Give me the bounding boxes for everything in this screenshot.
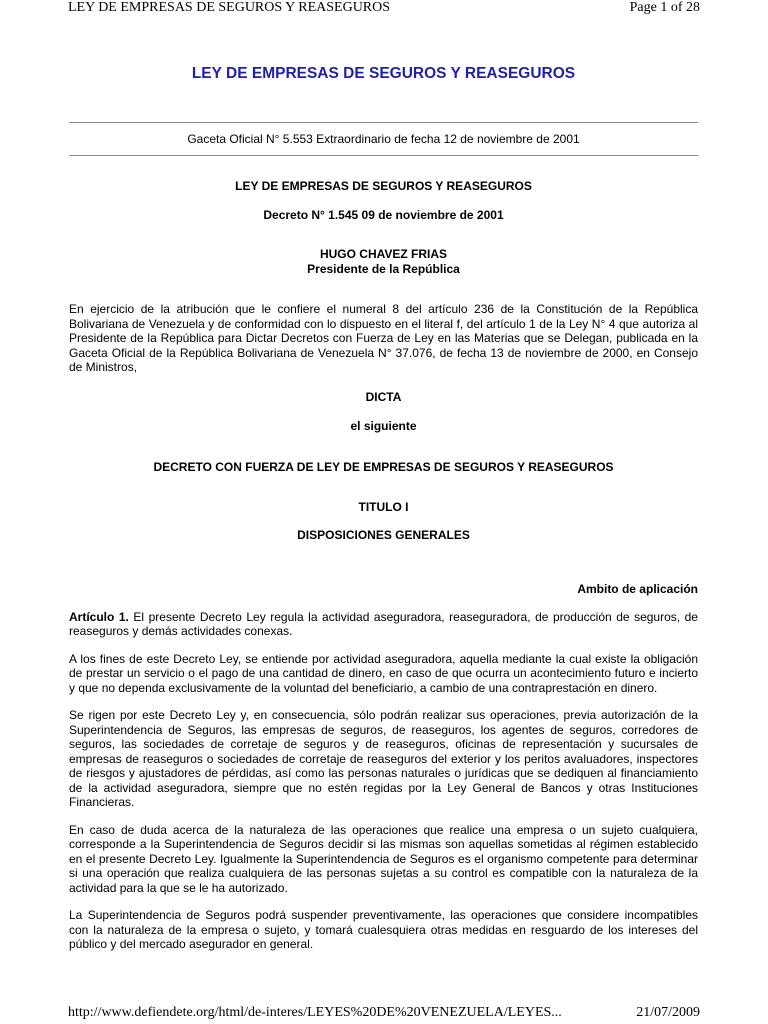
siguiente-text: el siguiente	[350, 419, 417, 433]
source-url: http://www.defiendete.org/html/de-interes/LEYES%20DE%20VENEZUELA/LEYES...	[68, 1005, 562, 1020]
paragraph-4: En caso de duda acerca de la naturaleza de las operaciones que realice una empresa o un sujeto cualquiera, corresponde a la Superintendencia de Seguros decidir si las mismas son aquellas sometidas al régimen establecido en el presente Decreto Ley. Igualmente la Superintendencia de Seguros es el organismo competente para determinar si una operación que realiza cualquiera de las personas sujetas a su control es compatible con la naturaleza de la actividad para la que se le ha autorizado.	[69, 822, 698, 895]
page-number: Page 1 of 28	[629, 0, 700, 15]
print-header	[68, 0, 700, 20]
president-title: Presidente de la República	[307, 261, 460, 276]
president-name: HUGO CHAVEZ FRIAS	[319, 247, 448, 261]
section-heading: Ambito de aplicación	[577, 582, 698, 596]
law-name: LEY DE EMPRESAS DE SEGUROS Y REASEGUROS	[235, 179, 532, 193]
gazette-reference: Gaceta Oficial N° 5.553 Extraordinario de fecha 12 de noviembre de 2001	[187, 131, 580, 146]
title-name: DISPOSICIONES GENERALES	[297, 527, 470, 542]
top-divider	[69, 122, 698, 123]
paragraph-2: A los fines de este Decreto Ley, se entiende por actividad aseguradora, aquella mediante la cual existe la obligación de prestar un servicio o el pago de una cantidad de dinero, en caso de que ocurra un acontecimiento futuro e incierto y que no dependa exclusivamente de la voluntad del beneficiario, a cambio de una contraprestación en dinero.	[69, 651, 698, 695]
article-1-text: El presente Decreto Ley regula la actividad aseguradora, reaseguradora, de producción de seguros, de reaseguros y demás actividades conexas.	[69, 609, 698, 638]
title-number: TITULO I	[358, 500, 409, 514]
decree-number: Decreto N° 1.545 09 de noviembre de 2001	[263, 207, 504, 222]
paragraph-3: Se rigen por este Decreto Ley y, en consecuencia, sólo podrán realizar sus operaciones, previa autorización de la Superintendencia de Seguros, las empresas de seguros, de reaseguros, los agentes de seguros, corredores de seguros, las sociedades de corretaje de seguros y de reaseguros, oficinas de representación y sucursales de empresas de reaseguros o sociedades de corretaje de reaseguros del exterior y los peritos avaluadores, inspectores de riesgos y ajustadores de pérdidas, así como las personas naturales o jurídicas que se dediquen al financiamiento de la actividad aseguradora, siempre que no estén regidas por la Ley General de Bancos y otras Instituciones Financieras.	[69, 708, 698, 809]
article-1-paragraph	[69, 610, 698, 639]
decree-title: DECRETO CON FUERZA DE LEY DE EMPRESAS DE SEGUROS Y REASEGUROS	[153, 459, 614, 474]
print-footer	[68, 1005, 700, 1021]
document-title: LEY DE EMPRESAS DE SEGUROS Y REASEGUROS	[191, 65, 576, 82]
bottom-divider	[69, 155, 698, 156]
print-date: 21/07/2009	[636, 1005, 700, 1020]
dicta-heading: DICTA	[365, 389, 402, 404]
document-page	[69, 58, 698, 952]
preamble-paragraph: En ejercicio de la atribución que le confiere el numeral 8 del artículo 236 de la Constitución de la República Bolivariana de Venezuela y de conformidad con lo dispuesto en el literal f, del artículo 1 de la Ley N° 4 que autoriza al Presidente de la República para Dictar Decretos con Fuerza de Ley en las Materias que se Delegan, publicada en la Gaceta Oficial de la República Bolivariana de Venezuela N° 37.076, de fecha 13 de noviembre de 2000, en Consejo de Ministros,	[69, 302, 698, 374]
print-header-title: LEY DE EMPRESAS DE SEGUROS Y REASEGUROS	[68, 0, 391, 15]
article-1-label: Artículo 1.	[69, 609, 129, 624]
paragraph-5: La Superintendencia de Seguros podrá suspender preventivamente, las operaciones que considere incompatibles con la naturaleza de la empresa o sujeto, y tomará cualesquiera otras medidas en resguardo de los intereses del público y del mercado asegurador en general.	[69, 908, 698, 951]
